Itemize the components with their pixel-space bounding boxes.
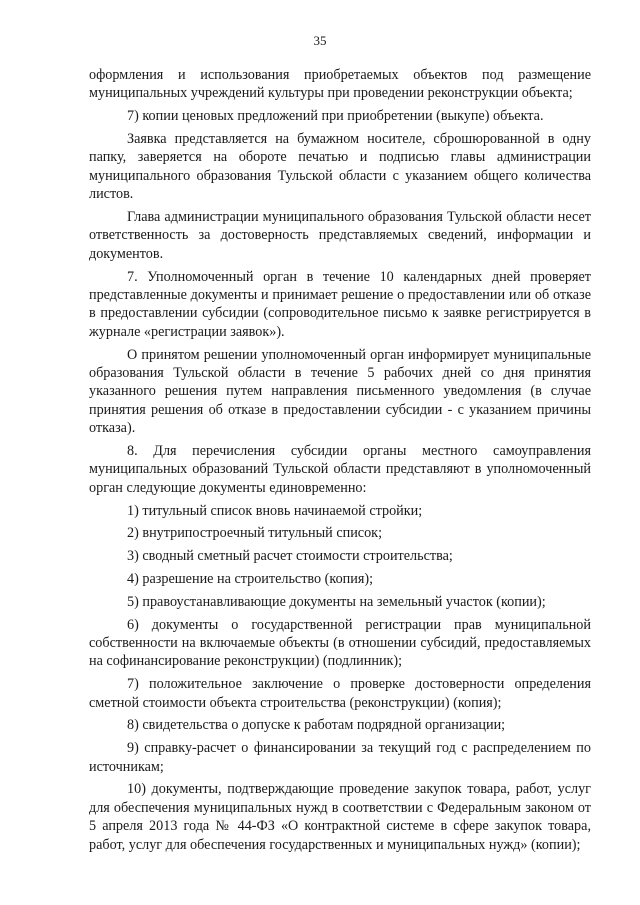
list-item-8: 8) свидетельства о допуске к работам подрядной организации; <box>127 717 506 734</box>
paragraph-continuation: оформления и использования приобретаемых объектов под размещение муниципальных учреждений культуры при проведении реконструкции объекта; <box>89 67 591 102</box>
paragraph-section-8: 8. Для перечисления субсидии органы местного самоуправления муниципальных образований Тульской области представляют в уполномоченный орган следующие документы единовременно: <box>89 443 591 496</box>
paragraph-section-7: 7. Уполномоченный орган в течение 10 календарных дней проверяет представленные документы и принимает решение о предоставлении или об отказе в предоставлении субсидии (сопроводительное письмо к заявке регистрируется в журнале «регистрации заявок»). <box>89 268 591 340</box>
document-body <box>89 66 591 858</box>
list-item-2: 2) внутрипостроечный титульный список; <box>127 525 383 542</box>
list-item-1: 1) титульный список вновь начинаемой стройки; <box>127 502 423 519</box>
list-item-10: 10) документы, подтверждающие проведение закупок товара, работ, услуг для обеспечения муниципальных нужд в соответствии с Федеральным законом от 5 апреля 2013 года № 44-ФЗ «О контрактной системе в сфере закупок товара, работ, услуг для обеспечения государственных и муниципальных нужд» (копии); <box>89 781 591 853</box>
paragraph-application-format: Заявка представляется на бумажном носителе, сброшюрованной в одну папку, заверяется на обороте печатью и подписью главы администрации муниципального образования Тульской области с указанием общего количества листов. <box>89 131 591 203</box>
list-item-9: 9) справку-расчет о финансировании за текущий год с распределением по источникам; <box>89 740 591 775</box>
list-item-3: 3) сводный сметный расчет стоимости строительства; <box>127 548 453 565</box>
list-item-5: 5) правоустанавливающие документы на земельный участок (копии); <box>127 593 546 610</box>
paragraph-decision-notification: О принятом решении уполномоченный орган информирует муниципальные образования Тульской области в течение 5 рабочих дней со дня принятия указанного решения путем направления письменного уведомления (в случае принятия решения об отказе в предоставлении субсидии - с указанием причины отказа). <box>89 346 591 437</box>
list-item-6: 6) документы о государственной регистрации прав муниципальной собственности на включаемые объекты (в отношении субсидий, предоставляемых на софинансирование реконструкции) (подлинник); <box>89 616 591 670</box>
page-number: 35 <box>313 33 327 48</box>
paragraph-item-7-price-copies: 7) копии ценовых предложений при приобретении (выкупе) объекта. <box>127 108 544 125</box>
list-item-4: 4) разрешение на строительство (копия); <box>127 571 374 588</box>
paragraph-head-responsibility: Глава администрации муниципального образования Тульской области несет ответственность за достоверность представляемых сведений, информации и документов. <box>89 209 591 262</box>
list-item-7: 7) положительное заключение о проверке достоверности определения сметной стоимости объекта строительства (реконструкции) (копия); <box>89 676 591 711</box>
